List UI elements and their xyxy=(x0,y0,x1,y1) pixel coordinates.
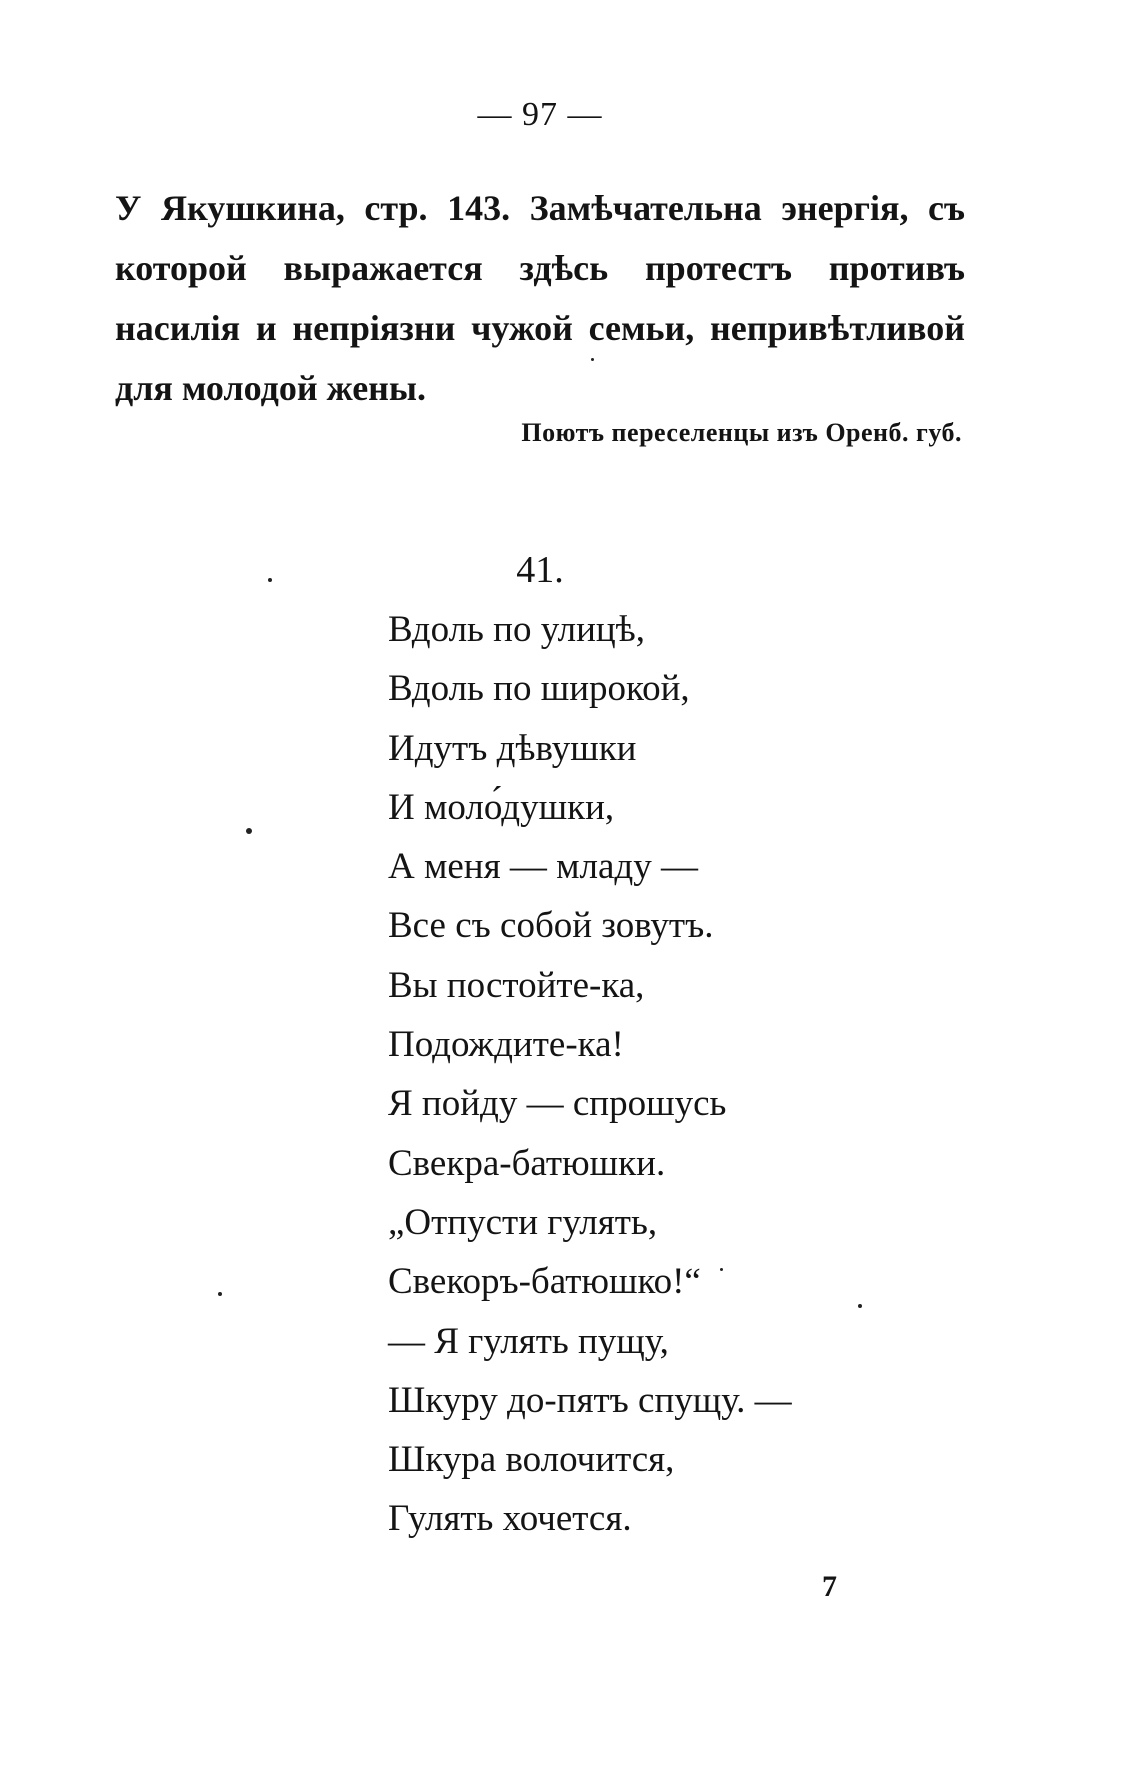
verse-line: Гулять хочется. xyxy=(388,1498,632,1540)
song-verse xyxy=(388,600,792,1549)
verse-line: А меня — младу — xyxy=(388,846,699,888)
scan-speck xyxy=(720,1268,723,1271)
verse-line: Вдоль по улицѣ, xyxy=(388,609,646,650)
verse-line: Все съ собой зовутъ. xyxy=(388,905,714,947)
commentary-paragraph xyxy=(115,178,965,418)
scan-speck xyxy=(858,1304,862,1308)
verse-line: Вы постойте-ка, xyxy=(388,964,645,1006)
verse-line: Свекра-батюшки. xyxy=(388,1142,666,1184)
commentary-text: У Якушкина, стр. 143. Замѣчательна энергія, съ которой выражается здѣсь протестъ противъ насилія и непріязни чужой семьи, непривѣтливой для молодой жены. xyxy=(115,188,965,408)
verse-line: Шкура волочится, xyxy=(388,1439,675,1481)
page-number: — 97 — xyxy=(477,96,603,133)
song-attribution: Поютъ переселенцы изъ Оренб. губ. xyxy=(521,418,962,447)
song-number: 41. xyxy=(516,549,564,591)
verse-line: Я пойду — спрошусь xyxy=(388,1083,727,1125)
verse-line: Вдоль по широкой, xyxy=(388,668,690,710)
verse-line: Идутъ дѣвушки xyxy=(388,727,637,769)
scan-speck xyxy=(591,358,594,361)
scan-speck xyxy=(218,1292,222,1296)
scan-speck xyxy=(246,828,252,834)
signature-mark: 7 xyxy=(822,1570,837,1603)
scan-speck xyxy=(268,578,272,582)
verse-line: Подождите-ка! xyxy=(388,1024,624,1066)
verse-line: Шкуру до-пятъ спущу. — xyxy=(388,1379,792,1421)
verse-line: — Я гулять пущу, xyxy=(388,1320,669,1362)
verse-line: И моло́душки, xyxy=(388,786,615,828)
verse-line: Свекоръ-батюшко!“ xyxy=(388,1261,701,1303)
verse-line: „Отпусти гулять, xyxy=(388,1201,658,1243)
